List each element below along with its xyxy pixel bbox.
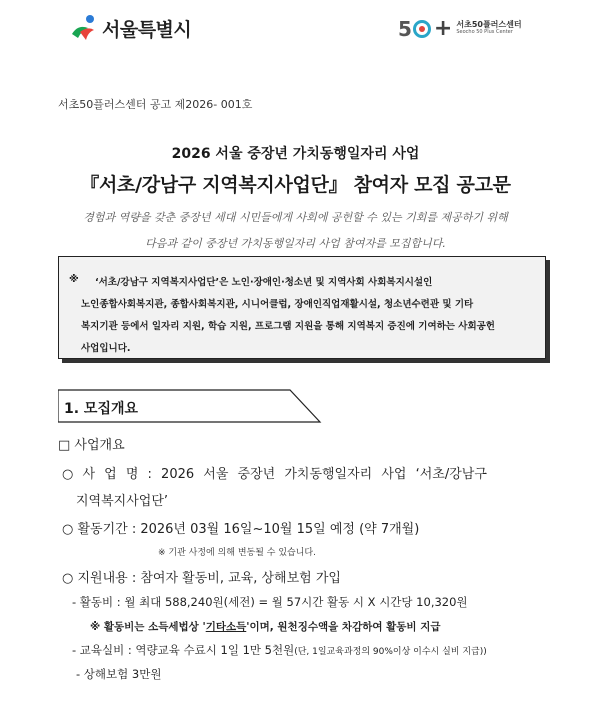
summary-line2: 노인종합사회복지관, 종합사회복지관, 시니어클럽, 장애인직업재활시설, 청소년수련관 및 기타 [81, 299, 474, 310]
section-title: 1. 모집개요 [64, 401, 139, 417]
project-name: ○ 사 업 명 : 2026 서울 중장년 가치동행일자리 사업 ‘서초/강남구 [62, 467, 487, 482]
fee-note-pre: ※ 활동비는 소득세법상 ' [90, 621, 206, 633]
overview-heading: □ 사업개요 [58, 438, 125, 453]
insurance: - 상해보험 3만원 [76, 667, 162, 681]
center-logo [398, 16, 522, 41]
intro-line2: 다음과 같이 중장년 가치동행일자리 사업 참여자를 모집합니다. [145, 237, 446, 250]
project-name-cont: 지역복지사업단’ [76, 494, 169, 509]
activity-fee: - 활동비 : 월 최대 588,240원(세전) = 월 57시간 활동 시 X 시간당 10,320원 [72, 595, 468, 609]
summary-line3: 복지기관 등에서 일자리 지원, 학습 지원, 프로그램 지원을 통해 지역복지 증진에 기여하는 사회공헌 [81, 321, 495, 332]
education-fee-note: (단, 1일교육과정의 90%이상 이수시 실비 지급)) [294, 647, 487, 657]
education-fee-main: - 교육실비 : 역량교육 수료시 1일 1만 5천원 [72, 643, 295, 657]
activity-period: ○ 활동기간 : 2026년 03월 16일~10월 15일 예정 (약 7개월) [62, 522, 420, 537]
center-name-ko: 서초50플러스센터 [456, 20, 522, 30]
fee-note-underlined: 기타소득 [205, 621, 247, 633]
seoul-emblem-icon [68, 12, 100, 44]
intro-line1: 경험과 역량을 갖춘 중장년 세대 시민들에게 사회에 공헌할 수 있는 기회를 제공하기 위해 [83, 211, 508, 224]
fee-note-post: '이며, 원천징수액을 차감하여 활동비 지급 [246, 621, 441, 633]
title-line1: 2026 서울 중장년 가치동행일자리 사업 [171, 146, 420, 162]
education-fee [72, 642, 487, 658]
support-content: ○ 지원내용 : 참여자 활동비, 교육, 상해보험 가입 [62, 571, 341, 586]
page-title: 『서초/강남구 지역복지사업단』 참여자 모집 공고문 [80, 174, 511, 196]
city-name: 서울특별시 [102, 18, 192, 41]
center-name-en: Seocho 50 Plus Center [456, 29, 513, 36]
period-note: ※ 기관 사정에 의해 변동될 수 있습니다. [158, 548, 316, 558]
notice-number: 서초50플러스센터 공고 제2026- 001호 [58, 98, 253, 111]
seoul-logo [68, 12, 191, 44]
summary-line1: ‘서초/강남구 지역복지사업단’은 노인·장애인·청소년 및 지역사회 사회복지시설인 [95, 277, 433, 288]
summary-line4: 사업입니다. [81, 343, 131, 354]
logo-ring-icon [413, 20, 431, 38]
logo-plus: + [433, 16, 453, 41]
summary-box [58, 256, 546, 359]
logo-number: 5 [398, 16, 412, 41]
fee-note [90, 619, 441, 634]
reference-mark: ※ [69, 274, 79, 285]
